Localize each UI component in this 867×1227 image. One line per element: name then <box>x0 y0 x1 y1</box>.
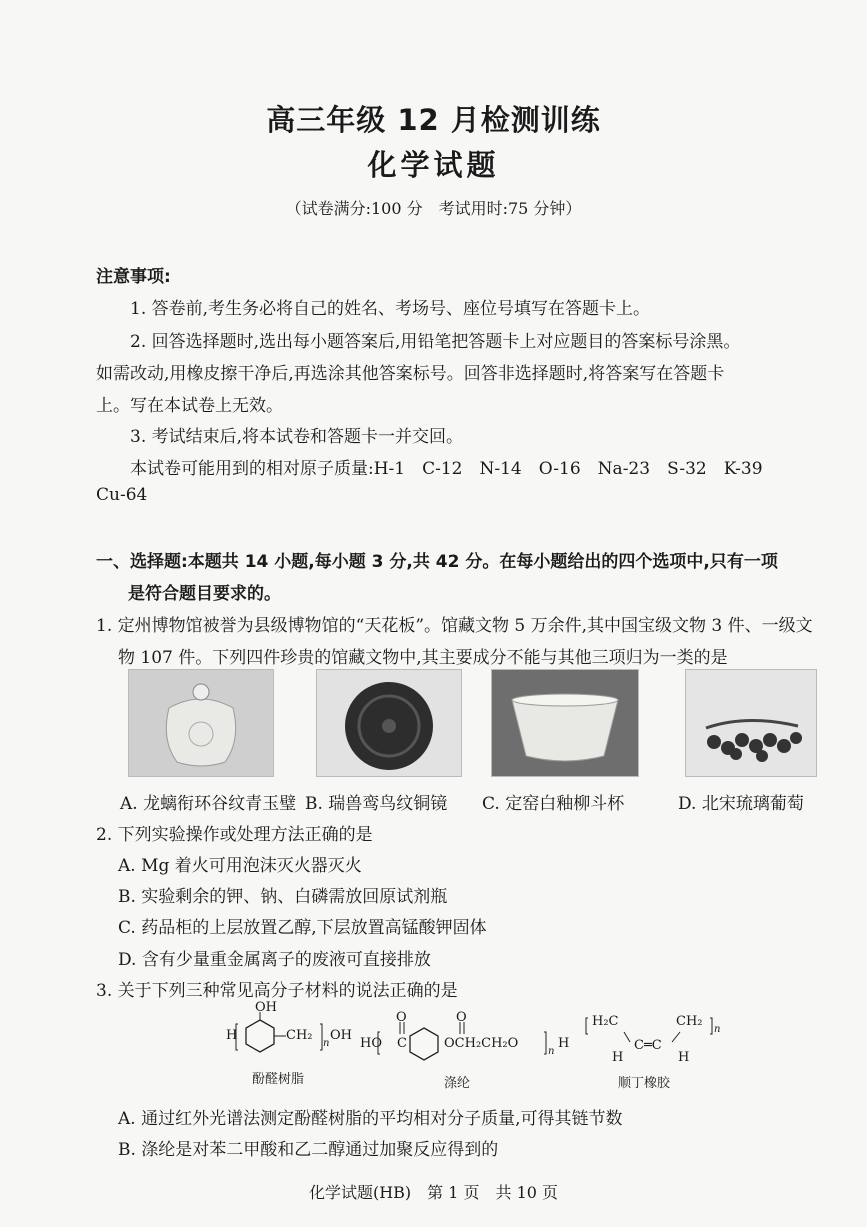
notice-item-2: 2. 回答选择题时,选出每小题答案后,用铅笔把答题卡上对应题目的答案标号涂黑。 <box>130 332 741 352</box>
phenolic-resin-formula <box>222 1000 352 1066</box>
polyester-formula <box>360 1010 580 1064</box>
exam-info: （试卷满分:100 分 考试用时:75 分钟） <box>285 199 582 218</box>
atomic-masses: 本试卷可能用到的相对原子质量:H-1 C-12 N-14 O-16 Na-23 S-32 K-39 <box>130 459 763 479</box>
notice-item-2-end: 上。写在本试卷上无效。 <box>96 396 283 416</box>
h-right-label: H <box>678 1050 690 1065</box>
porcelain-cup-icon <box>492 670 638 776</box>
q1-option-c: C. 定窑白釉柳斗杯 <box>482 794 625 814</box>
material-rubber: 顺丁橡胶 <box>618 1076 671 1091</box>
n-label-2: n <box>548 1046 555 1057</box>
carbonyl-o-left: O <box>396 1010 407 1025</box>
material-polyester: 涤纶 <box>444 1076 471 1091</box>
q2-option-a: A. Mg 着火可用泡沫灭火器灭火 <box>118 856 362 876</box>
bronze-mirror-image <box>316 669 462 777</box>
notice-heading: 注意事项: <box>96 267 171 287</box>
q2-option-b: B. 实验剩余的钾、钠、白磷需放回原试剂瓶 <box>118 887 448 907</box>
n-label: n <box>323 1038 330 1049</box>
ester-chain-label: OCH₂CH₂O <box>444 1036 519 1051</box>
notice-item-1: 1. 答卷前,考生务必将自己的姓名、考场号、座位号填写在答题卡上。 <box>130 299 651 319</box>
q2-stem: 2. 下列实验操作或处理方法正确的是 <box>96 825 373 845</box>
notice-item-3: 3. 考试结束后,将本试卷和答题卡一并交回。 <box>130 427 464 447</box>
q2-option-d: D. 含有少量重金属离子的废液可直接排放 <box>118 950 431 970</box>
section-heading-cont: 是符合题目要求的。 <box>128 584 281 604</box>
q3-option-a: A. 通过红外光谱法测定酚醛树脂的平均相对分子质量,可得其链节数 <box>118 1109 623 1129</box>
q1-stem-cont: 物 107 件。下列四件珍贵的馆藏文物中,其主要成分不能与其他三项归为一类的是 <box>118 648 728 668</box>
carbon-left-label: C <box>397 1036 407 1051</box>
ch2-label: CH₂ <box>286 1028 313 1043</box>
q2-option-c: C. 药品柜的上层放置乙醇,下层放置高锰酸钾固体 <box>118 918 487 938</box>
exam-subject: 化学试题 <box>367 148 500 182</box>
ho-label: HO <box>360 1036 382 1051</box>
h-left-label: H <box>612 1050 624 1065</box>
q3-option-b: B. 涤纶是对苯二甲酸和乙二醇通过加聚反应得到的 <box>118 1140 499 1160</box>
bronze-mirror-icon <box>317 670 461 776</box>
oh-end-label: OH <box>330 1028 352 1043</box>
atomic-masses-cont: Cu-64 <box>96 485 148 505</box>
n-label-3: n <box>714 1024 721 1035</box>
porcelain-cup-image <box>491 669 639 777</box>
notice-item-2-cont: 如需改动,用橡皮擦干净后,再选涂其他答案标号。回答非选择题时,将答案写在答题卡 <box>96 364 725 384</box>
material-phenolic: 酚醛树脂 <box>252 1072 305 1087</box>
q1-stem: 1. 定州博物馆被誉为县级博物馆的“天花板”。馆藏文物 5 万余件,其中国宝级文物 3 件、一级文 <box>96 616 813 636</box>
section-heading: 一、选择题:本题共 14 小题,每小题 3 分,共 42 分。在每小题给出的四个选项中,只有一项 <box>96 552 778 572</box>
q1-option-b: B. 瑞兽鸾鸟纹铜镜 <box>305 794 448 814</box>
glass-grapes-icon <box>686 670 816 776</box>
q3-stem: 3. 关于下列三种常见高分子材料的说法正确的是 <box>96 981 458 1001</box>
ch2-label-rubber: CH₂ <box>676 1014 703 1029</box>
q1-option-a: A. 龙螭衔环谷纹青玉璧 <box>120 794 297 814</box>
rubber-formula <box>584 1010 724 1070</box>
page-footer: 化学试题(HB) 第 1 页 共 10 页 <box>308 1183 559 1202</box>
exam-title: 高三年级 12 月检测训练 <box>266 103 601 137</box>
h-end-label: H <box>226 1028 238 1043</box>
h2c-label: H₂C <box>592 1014 619 1029</box>
glass-grapes-image <box>685 669 817 777</box>
jade-disc-icon <box>129 670 273 776</box>
h-end-label-2: H <box>558 1036 570 1051</box>
oh-label: OH <box>255 1000 277 1015</box>
jade-disc-image <box>128 669 274 777</box>
double-bond-label: C═C <box>634 1038 662 1053</box>
q1-option-d: D. 北宋琉璃葡萄 <box>678 794 804 814</box>
carbonyl-o-right: O <box>456 1010 467 1025</box>
